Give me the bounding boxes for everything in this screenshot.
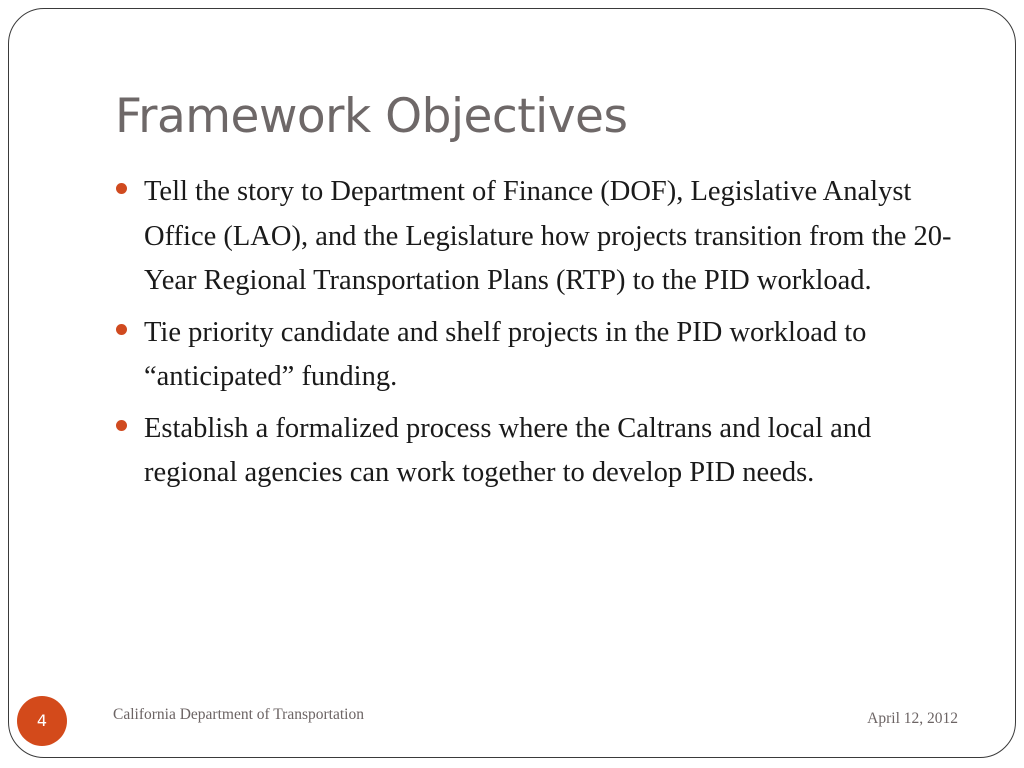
footer-organization: California Department of Transportation	[113, 706, 364, 723]
bullet-item	[115, 311, 965, 400]
bullet-item	[115, 407, 965, 496]
slide-number-badge: 4	[17, 696, 67, 746]
bullet-list	[115, 170, 965, 503]
slide-title: Framework Objectives	[115, 89, 628, 144]
bullet-dot-icon	[116, 183, 127, 194]
footer-date: April 12, 2012	[867, 710, 958, 727]
bullet-text: Tie priority candidate and shelf projects in the PID workload to “anticipated” funding.	[144, 316, 867, 392]
bullet-item	[115, 170, 965, 304]
bullet-text: Establish a formalized process where the Caltrans and local and regional agencies can work together to develop PID needs.	[144, 412, 872, 488]
bullet-dot-icon	[116, 324, 127, 335]
bullet-text: Tell the story to Department of Finance (DOF), Legislative Analyst Office (LAO), and the Legislature how projects transition from the 20-Year Regional Transportation Plans (RTP) to the PID workload.	[144, 176, 952, 296]
bullet-dot-icon	[116, 420, 127, 431]
